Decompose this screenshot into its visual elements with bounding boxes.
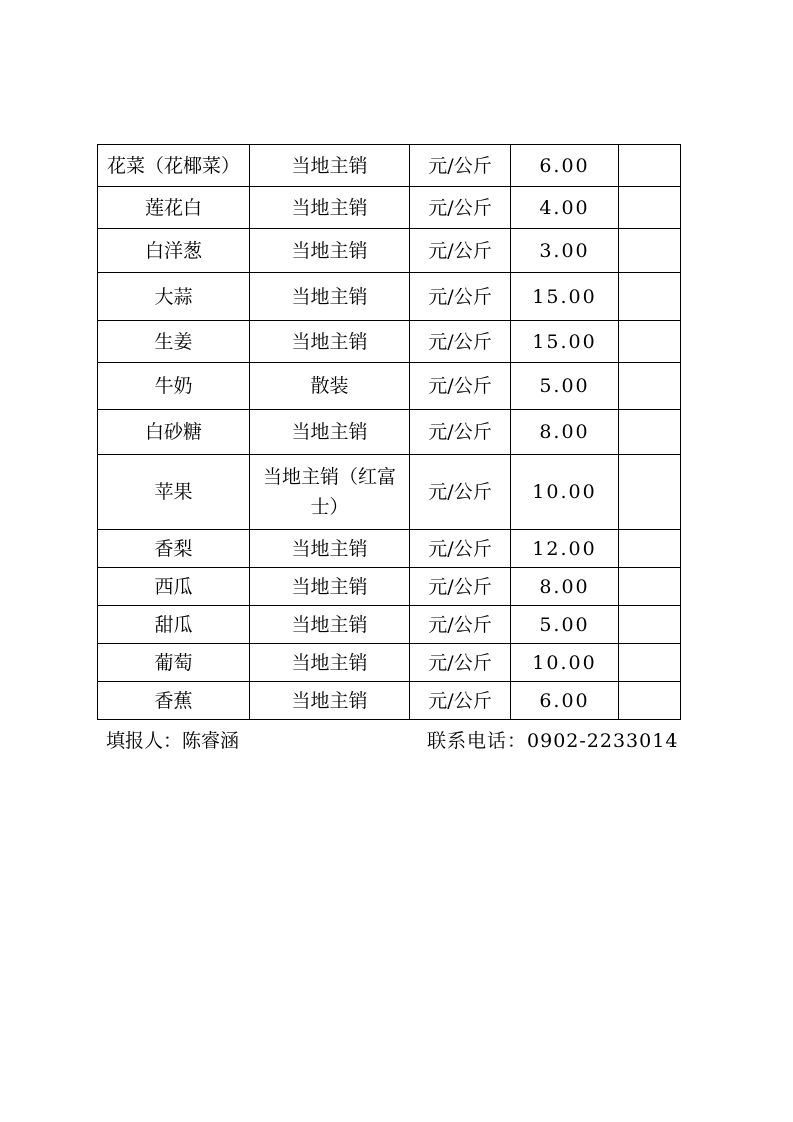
price-table xyxy=(97,144,681,720)
price-cell: 12.00 xyxy=(511,530,619,568)
note-cell xyxy=(619,568,681,606)
item-name-cell: 白砂糖 xyxy=(98,410,250,455)
item-name-cell: 葡萄 xyxy=(98,644,250,682)
table-row xyxy=(98,321,681,363)
price-cell: 15.00 xyxy=(511,273,619,321)
unit-cell: 元/公斤 xyxy=(410,321,511,363)
reporter-label: 填报人： xyxy=(106,730,183,752)
unit-cell: 元/公斤 xyxy=(410,145,511,187)
unit-cell: 元/公斤 xyxy=(410,530,511,568)
price-cell: 6.00 xyxy=(511,145,619,187)
item-name-cell: 香梨 xyxy=(98,530,250,568)
price-cell: 3.00 xyxy=(511,229,619,273)
source-cell: 当地主销 xyxy=(250,273,410,321)
item-name-cell: 白洋葱 xyxy=(98,229,250,273)
table-row xyxy=(98,530,681,568)
phone-label: 联系电话： xyxy=(427,730,528,752)
table-row xyxy=(98,229,681,273)
note-cell xyxy=(619,644,681,682)
note-cell xyxy=(619,273,681,321)
note-cell xyxy=(619,455,681,530)
unit-cell: 元/公斤 xyxy=(410,410,511,455)
price-cell: 15.00 xyxy=(511,321,619,363)
source-cell: 当地主销（红富士） xyxy=(250,455,410,530)
reporter-info xyxy=(106,726,239,753)
unit-cell: 元/公斤 xyxy=(410,606,511,644)
unit-cell: 元/公斤 xyxy=(410,455,511,530)
note-cell xyxy=(619,682,681,720)
item-name-cell: 生姜 xyxy=(98,321,250,363)
item-name-cell: 莲花白 xyxy=(98,187,250,229)
unit-cell: 元/公斤 xyxy=(410,644,511,682)
unit-cell: 元/公斤 xyxy=(410,229,511,273)
note-cell xyxy=(619,145,681,187)
price-cell: 8.00 xyxy=(511,410,619,455)
source-cell: 当地主销 xyxy=(250,568,410,606)
price-cell: 6.00 xyxy=(511,682,619,720)
item-name-cell: 西瓜 xyxy=(98,568,250,606)
source-cell: 当地主销 xyxy=(250,410,410,455)
price-cell: 10.00 xyxy=(511,644,619,682)
item-name-cell: 花菜（花椰菜） xyxy=(98,145,250,187)
source-cell: 散装 xyxy=(250,363,410,410)
item-name-cell: 牛奶 xyxy=(98,363,250,410)
phone-number: 0902-2233014 xyxy=(527,730,679,752)
unit-cell: 元/公斤 xyxy=(410,273,511,321)
table-row xyxy=(98,568,681,606)
table-row xyxy=(98,682,681,720)
price-cell: 5.00 xyxy=(511,606,619,644)
note-cell xyxy=(619,606,681,644)
note-cell xyxy=(619,187,681,229)
source-cell: 当地主销 xyxy=(250,187,410,229)
contact-phone-info xyxy=(427,726,678,753)
reporter-name: 陈睿涵 xyxy=(182,730,240,752)
table-row xyxy=(98,606,681,644)
unit-cell: 元/公斤 xyxy=(410,363,511,410)
table-row xyxy=(98,644,681,682)
unit-cell: 元/公斤 xyxy=(410,568,511,606)
price-cell: 5.00 xyxy=(511,363,619,410)
table-row xyxy=(98,145,681,187)
price-cell: 4.00 xyxy=(511,187,619,229)
source-cell: 当地主销 xyxy=(250,530,410,568)
table-row xyxy=(98,363,681,410)
unit-cell: 元/公斤 xyxy=(410,682,511,720)
source-cell: 当地主销 xyxy=(250,682,410,720)
item-name-cell: 香蕉 xyxy=(98,682,250,720)
table-row xyxy=(98,455,681,530)
source-cell: 当地主销 xyxy=(250,644,410,682)
table-row xyxy=(98,273,681,321)
unit-cell: 元/公斤 xyxy=(410,187,511,229)
note-cell xyxy=(619,530,681,568)
table-row xyxy=(98,187,681,229)
item-name-cell: 苹果 xyxy=(98,455,250,530)
price-cell: 10.00 xyxy=(511,455,619,530)
item-name-cell: 大蒜 xyxy=(98,273,250,321)
price-cell: 8.00 xyxy=(511,568,619,606)
note-cell xyxy=(619,410,681,455)
note-cell xyxy=(619,229,681,273)
source-cell: 当地主销 xyxy=(250,229,410,273)
note-cell xyxy=(619,321,681,363)
source-cell: 当地主销 xyxy=(250,606,410,644)
note-cell xyxy=(619,363,681,410)
source-cell: 当地主销 xyxy=(250,321,410,363)
table-row xyxy=(98,410,681,455)
item-name-cell: 甜瓜 xyxy=(98,606,250,644)
source-cell: 当地主销 xyxy=(250,145,410,187)
